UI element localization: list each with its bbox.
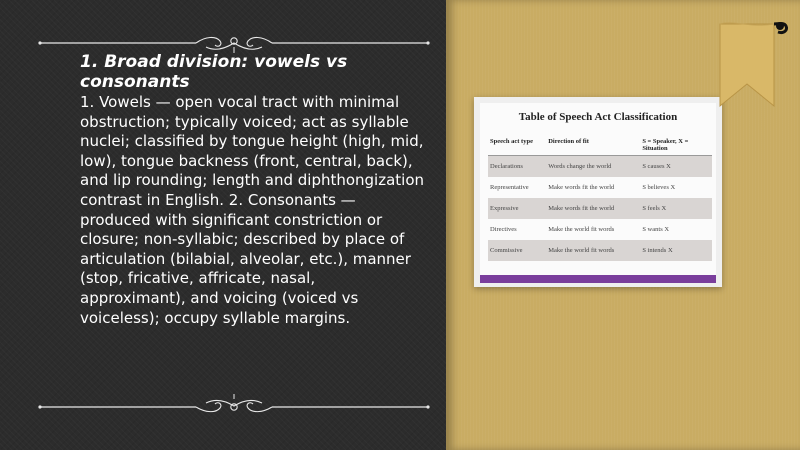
- table-cell: Words change the world: [546, 156, 640, 178]
- table-cell: Make the world fit words: [548, 226, 615, 233]
- top-flourish-icon: [36, 32, 432, 54]
- table-cell: S causes X: [640, 156, 712, 178]
- table-cell: S believes X: [642, 184, 676, 191]
- table-header-cell: Direction of fit: [546, 135, 640, 156]
- table-cell: Directives: [490, 226, 517, 233]
- speech-act-table-picture: [474, 97, 722, 287]
- table-row: [488, 156, 712, 178]
- table-row: [488, 198, 712, 219]
- table-cell: Make the world fit words: [546, 240, 640, 261]
- table-cell: Representative: [490, 184, 529, 191]
- picture-inner: [480, 103, 716, 279]
- table-header-cell: S = Speaker, X = Situation: [640, 135, 712, 156]
- table-cell: S feels X: [640, 198, 712, 219]
- bottom-flourish-icon: [36, 393, 432, 415]
- table-cell: Make words fit the world: [546, 198, 640, 219]
- table-cell: S wants X: [642, 226, 670, 233]
- table-cell: Declarations: [488, 156, 546, 178]
- table-title: Table of Speech Act Classification: [518, 111, 678, 123]
- table-cell: Make words fit the world: [548, 184, 615, 191]
- table-row: [488, 177, 712, 198]
- speech-act-table: [488, 135, 712, 261]
- table-cell: Expressive: [488, 198, 546, 219]
- table-cell: Commissive: [488, 240, 546, 261]
- picture-accent-bar: [480, 275, 716, 283]
- bookmark-ribbon-icon: [712, 18, 790, 108]
- table-header-row: [488, 135, 712, 156]
- table-row: [488, 219, 712, 240]
- table-header-cell: Speech act type: [488, 135, 546, 156]
- slide-body-text: 1. Vowels — open vocal tract with minimal obstruction; typically voiced; act as syllable nuclei; classified by tongue height (high, mid, low), tongue backness (front, central, back), and lip rounding; length and diphthongization contrast in English. 2. Consonants — produced with significant constriction or closure; non-syllabic; described by place of articulation (bilabial, alveolar, etc.), manner (stop, fricative, affricate, nasal, approximant), and voicing (voiced vs voiceless); occupy syllable margins.: [80, 93, 425, 327]
- slide-title: 1. Broad division: vowels vs consonants: [80, 52, 348, 92]
- table-cell: S intends X: [640, 240, 712, 261]
- table-row: [488, 240, 712, 261]
